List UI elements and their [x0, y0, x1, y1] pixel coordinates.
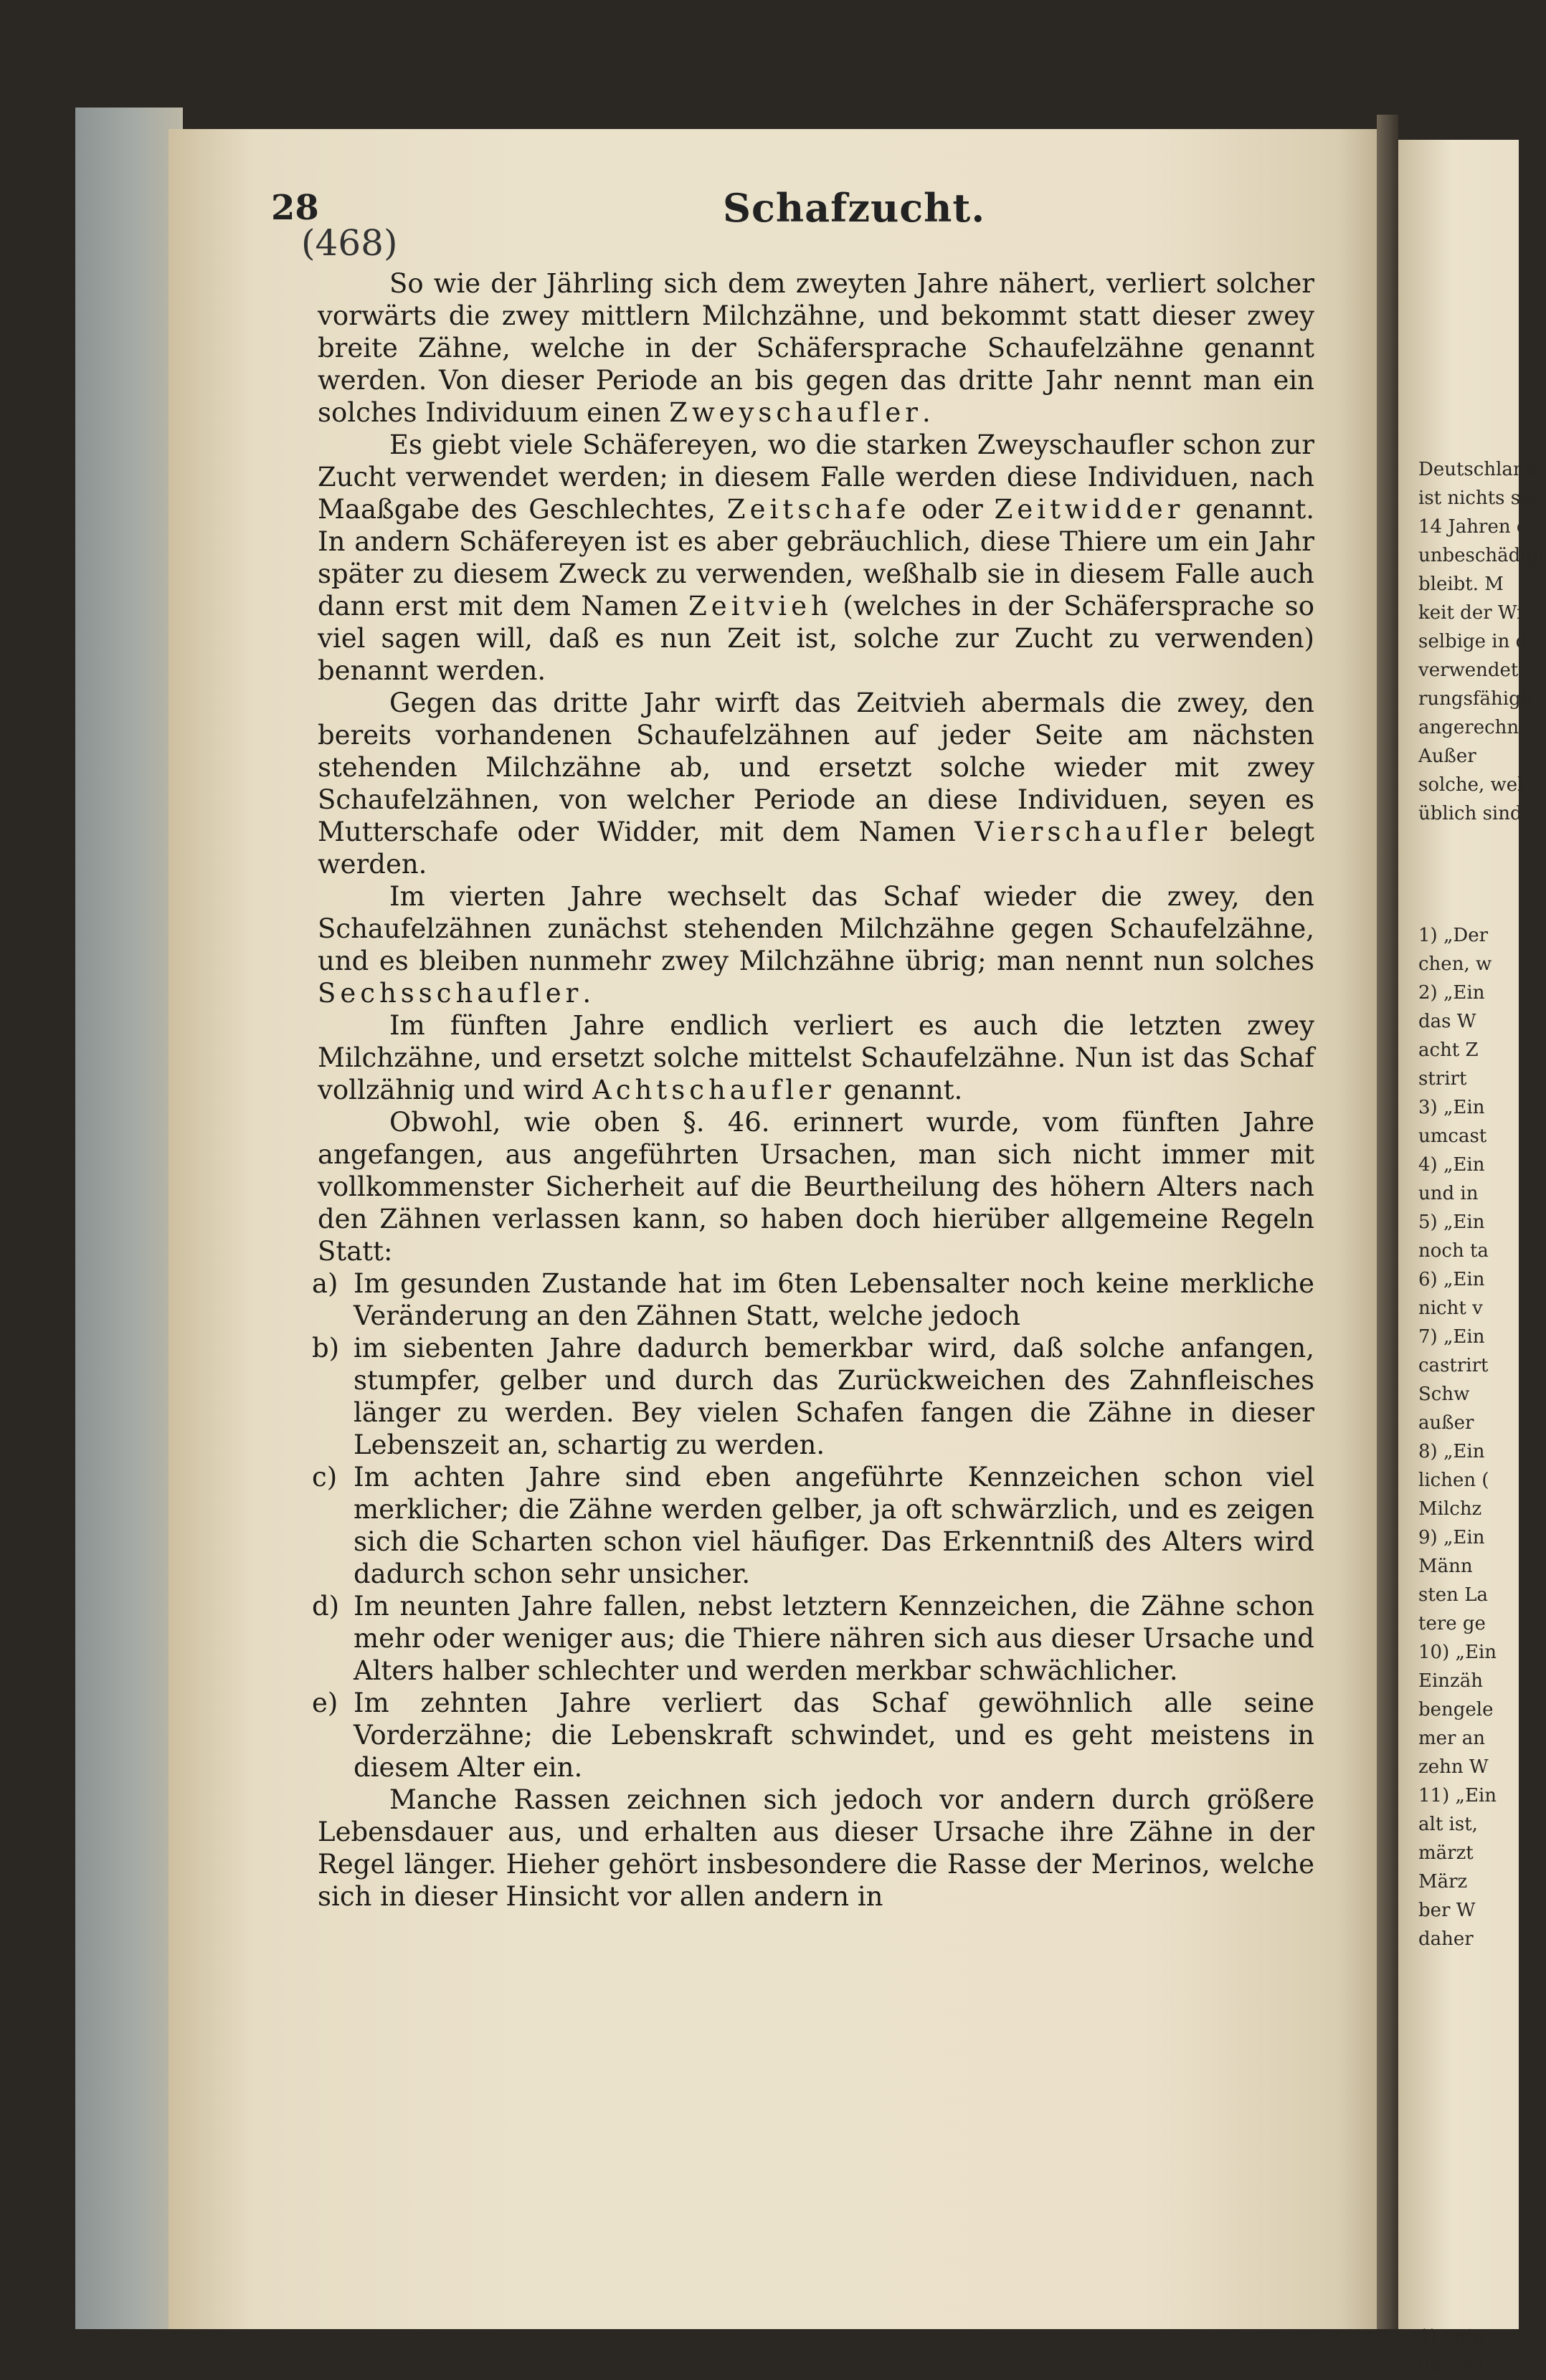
list-item-label: e) — [312, 1688, 338, 1718]
next-page-footnote-line: 6) „Ein — [1418, 1269, 1485, 1290]
next-page-footnote-line: 7) „Ein — [1418, 1326, 1485, 1348]
spaced-term: Zweyschaufler — [669, 397, 922, 428]
spaced-term: Zeitschafe — [726, 494, 911, 525]
book-page-right-edge — [1398, 140, 1546, 2376]
text-run: Im achten Jahre sind eben angeführte Kennzeichen schon viel merklicher; die Zähne werden gelber, ja oft schwärzlich, und es zeigen sich die Scharten schon viel häufiger. Das Erkenntniß des Alters wird dadurch schon sehr unsicher. — [354, 1462, 1314, 1589]
text-run: Im fünften Jahre endlich verliert es auch die letzten zwey Milchzähne, und ersetzt solche mittelst Schaufelzähne. Nun ist das Schaf vollzähnig und wird — [318, 1010, 1314, 1105]
text-run: genannt. In andern Schäfereyen ist es aber gebräuchlich, diese Thiere um ein Jahr später zu diesem Zweck zu verwenden, weßhalb sie in diesem Falle auch dann erst mit dem Namen — [318, 494, 1314, 622]
list-item — [312, 1332, 1314, 1461]
next-page-footnote-line: 3) „Ein — [1418, 1097, 1485, 1118]
text-run: Im zehnten Jahre verliert das Schaf gewöhnlich alle seine Vorderzähne; die Lebenskraft schwindet, und es geht meistens in diesem Alter ein. — [354, 1688, 1314, 1783]
next-page-footnote-line: umcast — [1418, 1125, 1487, 1147]
next-page-footnote-line: bengele — [1418, 1699, 1494, 1720]
paragraph — [318, 880, 1314, 1009]
text-run: So wie der Jährling sich dem zweyten Jahre nähert, verliert solcher vorwärts die zwey mittlern Milchzähne, und bekommt statt dieser zwey breite Zähne, welche in der Schäfersprache Schaufelzähne genannt werden. Von dieser Periode an bis gegen das dritte Jahr nennt man ein solches Individuum einen — [318, 268, 1314, 428]
paragraph — [318, 1784, 1314, 1913]
spaced-term: Achtschaufler — [592, 1075, 835, 1105]
next-page-line: solche, wel — [1418, 774, 1524, 796]
list-item — [312, 1590, 1314, 1687]
next-page-footnote-line: 5) „Ein — [1418, 1212, 1485, 1233]
text-run: Gegen das dritte Jahr wirft das Zeitvieh abermals die zwey, den bereits vorhandenen Schaufelzähnen auf jeder Seite am nächsten stehenden Milchzähne ab, und ersetzt solche wieder mit zwey Schaufelzähnen, von welcher Periode an diese Individuen, seyen es Mutterschafe oder Widder, mit dem Namen — [318, 687, 1314, 847]
next-page-footnote-line: märzt — [1418, 1842, 1474, 1864]
paragraph — [318, 1009, 1314, 1106]
next-page-line: Deutschland — [1418, 459, 1537, 480]
next-page-footnote-line: 9) „Ein — [1418, 1527, 1485, 1548]
next-page-footnote-line: und in — [1418, 1183, 1479, 1204]
next-page-footnote-line: 10) „Ein — [1418, 1642, 1497, 1663]
next-page-footnote-line: castrirt — [1418, 1355, 1489, 1376]
text-run: (welches in der Schäfersprache so viel sagen will, daß es nun Zeit ist, solche zur Zucht zu verwenden) benannt werden. — [318, 591, 1314, 686]
next-page-footnote-line: Milchz — [1418, 1498, 1482, 1520]
next-page-footnote-line: mer an — [1418, 1728, 1485, 1749]
next-page-footnote-line: zehn W — [1418, 1756, 1489, 1778]
list-item-label: c) — [312, 1462, 338, 1493]
list-item-label: d) — [312, 1591, 340, 1622]
next-page-footnote-line: daher — [1418, 1928, 1474, 1950]
next-page-line: selbige in d — [1418, 631, 1528, 652]
next-page-line: unbeschädigt — [1418, 545, 1546, 566]
text-run: Es giebt viele Schäfereyen, wo die starken Zweyschaufler schon zur Zucht verwendet werden; in diesem Falle werden diese Individuen, nach Maaßgabe des Geschlechtes, — [318, 429, 1314, 525]
handwritten-page-number: (468) — [301, 222, 398, 264]
next-page-footnote-line: das W — [1418, 1011, 1476, 1032]
body-text — [312, 267, 1314, 1913]
text-run: Obwohl, wie oben §. 46. erinnert wurde, vom fünften Jahre angefangen, aus angeführten Ursachen, man sich nicht immer mit vollkommenster Sicherheit auf die Beurtheilung des höhern Alters nach den Zähnen verlassen kann, so haben doch hierüber allgemeine Regeln Statt: — [318, 1107, 1314, 1267]
page-number: 28 — [271, 188, 319, 228]
list-item — [312, 1461, 1314, 1590]
next-page-footnote-line: 4) „Ein — [1418, 1154, 1485, 1176]
next-page-footnote-line: 11) „Ein — [1418, 1785, 1497, 1807]
next-page-line: ist nichts sel — [1418, 487, 1537, 509]
next-page-bottom-fragment — [1418, 2323, 1484, 2380]
next-page-footnote-line: ber W — [1418, 1900, 1476, 1921]
paragraph — [318, 1106, 1314, 1267]
paragraph — [318, 687, 1314, 880]
next-page-line: verwendet — [1418, 660, 1519, 681]
next-page-footnote-line: chen, w — [1418, 953, 1492, 975]
text-run: oder — [910, 494, 995, 525]
text-run: genannt. — [835, 1075, 963, 1105]
next-page-footnote-line: Schw — [1418, 1384, 1470, 1405]
next-page-footnote-line: außer — [1418, 1412, 1474, 1434]
next-page-footnote-line: strirt — [1418, 1068, 1467, 1090]
paragraph — [318, 429, 1314, 687]
running-head: Schafzucht. — [723, 185, 986, 231]
text-run: Im gesunden Zustande hat im 6ten Lebensalter noch keine merkliche Veränderung an den Zähnen Statt, welche jedoch — [354, 1268, 1314, 1331]
list-item-label: b) — [312, 1333, 340, 1363]
next-page-line: bleibt. M — [1418, 573, 1504, 595]
next-page-footnote-line: noch ta — [1418, 1240, 1489, 1262]
next-page-footnote-line: sten La — [1418, 1584, 1488, 1606]
next-page-line: angerechnet. — [1418, 717, 1544, 738]
next-page-footnote-line: alt ist, — [1418, 1814, 1478, 1835]
next-page-line: Außer — [1418, 746, 1476, 767]
next-page-line: üblich sind. — [1418, 803, 1528, 824]
next-page-footnote-line: 8) „Ein — [1418, 1441, 1485, 1462]
list-item-label: a) — [312, 1268, 338, 1299]
text-run: Manche Rassen zeichnen sich jedoch vor andern durch größere Lebensdauer aus, und erhalten aus dieser Ursache ihre Zähne in der Regel länger. Hieher gehört insbesondere die Rasse der Merinos, welche sich in dieser Hinsicht vor allen andern in — [318, 1784, 1314, 1912]
text-run: Im neunten Jahre fallen, nebst letztern Kennzeichen, die Zähne schon mehr oder weniger aus; die Thiere nähren sich aus dieser Ursache und Alters halber schlechter und werden merkbar schwächlicher. — [354, 1591, 1314, 1686]
next-page-line: 14 Jahren e — [1418, 516, 1528, 538]
list-item — [312, 1687, 1314, 1784]
text-run: im siebenten Jahre dadurch bemerkbar wird, daß solche anfangen, stumpfer, gelber und durch das Zurückweichen des Zahnfleisches länger zu werden. Bey vielen Schafen fangen die Zähne in dieser Lebenszeit an, schartig zu werden. — [354, 1333, 1314, 1460]
next-page-footnotes-fragment — [1418, 921, 1533, 1953]
next-page-footnote-line: 1) „Der — [1418, 925, 1489, 946]
book-gutter — [1377, 115, 1398, 2329]
text-run: . — [921, 397, 931, 428]
next-page-footnote-line: 2) „Ein — [1418, 982, 1485, 1004]
paragraph — [318, 267, 1314, 429]
next-page-text-fragment — [1418, 455, 1546, 828]
next-page-bottom-line: 1) „Ein — [1418, 2326, 1485, 2348]
next-page-footnote-line: März — [1418, 1871, 1468, 1893]
next-page-bottom-line: das sei — [1418, 2355, 1484, 2376]
spaced-term: Sechsschaufler — [318, 978, 583, 1009]
spaced-term: Zeitwidder — [994, 494, 1185, 525]
next-page-line: keit der Wi — [1418, 602, 1523, 624]
next-page-footnote-line: tere ge — [1418, 1613, 1486, 1634]
spaced-term: Zeitvieh — [688, 591, 833, 622]
next-page-line: rungsfähigk — [1418, 688, 1532, 710]
next-page-footnote-line: nicht v — [1418, 1298, 1483, 1319]
next-page-footnote-line: lichen ( — [1418, 1470, 1489, 1491]
text-run: Im vierten Jahre wechselt das Schaf wieder die zwey, den Schaufelzähnen zunächst stehenden Milchzähne gegen Schaufelzähne, und es bleiben nunmehr zwey Milchzähne übrig; man nennt nun solches — [318, 881, 1314, 976]
book-cover-edge — [75, 108, 183, 2329]
spaced-term: Vierschaufler — [974, 817, 1212, 847]
text-run: belegt werden. — [318, 817, 1314, 880]
next-page-footnote-line: acht Z — [1418, 1039, 1479, 1061]
text-run: . — [582, 978, 592, 1009]
next-page-footnote-line: Einzäh — [1418, 1670, 1483, 1692]
list-item — [312, 1267, 1314, 1332]
next-page-footnote-line: Männ — [1418, 1556, 1473, 1577]
